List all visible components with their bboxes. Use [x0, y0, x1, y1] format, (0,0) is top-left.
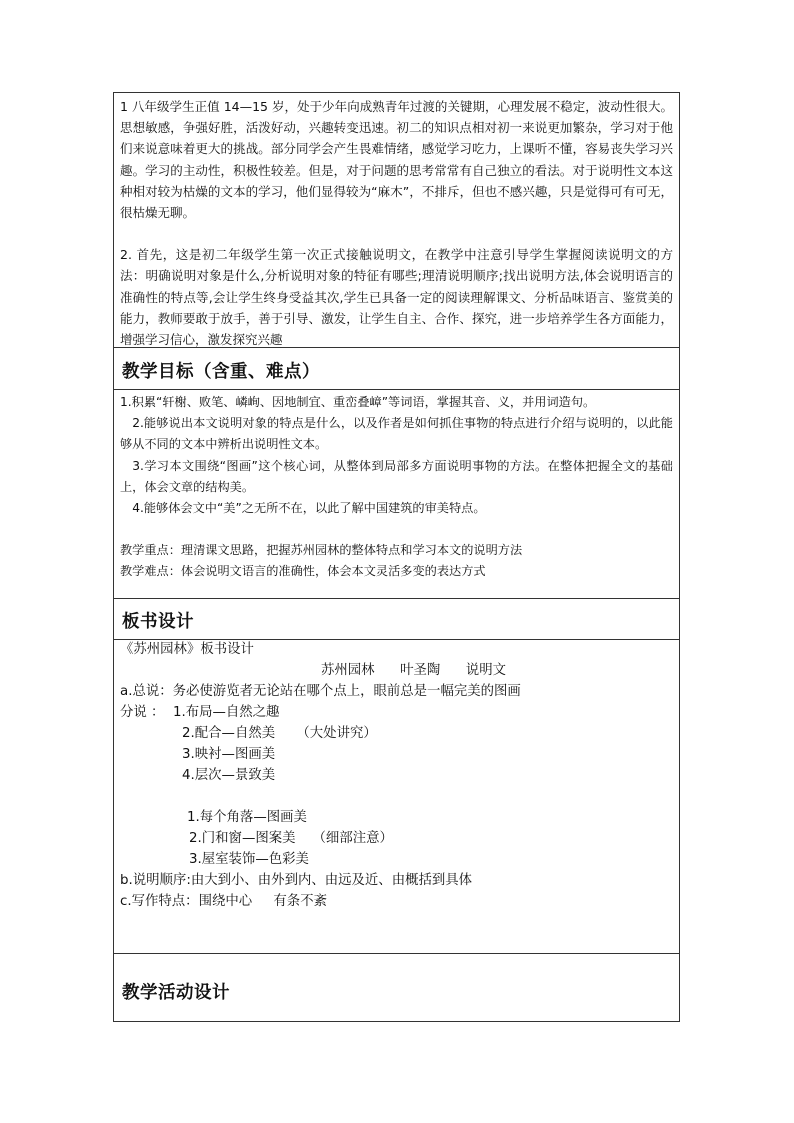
teaching-difficulty: 教学难点：体会说明文语言的准确性，体会本文灵活多变的表达方式 — [120, 564, 486, 579]
board-line: 2.配合—自然美 （大处讲究） — [182, 726, 377, 741]
board-line-b: b.说明顺序:由大到小、由外到内、由远及近、由概括到具体 — [120, 873, 473, 888]
objective-item: 2.能够说出本文说明对象的特点是什么，以及作者是如何抓住事物的特点进行介绍与说明的，以此能够从不同的文本中辨析出说明性文本。 — [120, 416, 673, 452]
activity-design-heading: 教学活动设计 — [122, 983, 230, 1003]
board-line: 3.屋室装饰—色彩美 — [189, 852, 309, 867]
board-line: 2.门和窗—图案美 （细部注意） — [189, 831, 393, 846]
board-line: 1.每个角落—图画美 — [187, 810, 307, 825]
objective-item: 3.学习本文围绕“图画”这个核心词，从整体到局部多方面说明事物的方法。在整体把握全文的基础上，体会文章的结构美。 — [120, 458, 673, 494]
objectives-cell — [120, 392, 673, 583]
board-line: 4.层次—景致美 — [182, 768, 276, 783]
board-subtitle: 苏州园林 叶圣陶 说明文 — [321, 663, 506, 678]
row-divider — [114, 347, 679, 348]
board-line-fen: 分说 ： 1.布局—自然之趣 — [120, 705, 280, 720]
row-divider — [114, 953, 679, 954]
student-analysis-paragraph-1: 1 八年级学生正值 14—15 岁，处于少年向成熟青年过渡的关键期，心理发展不稳定，波动性很大。思想敏感，争强好胜，活泼好动，兴趣转变迅速。初二的知识点相对初一来说更加繁杂，学习对于他们来说意味着更大的挑战。部分同学会产生畏难情绪，感觉学习吃力，上课听不懂，容易丧失学习兴趣。学习的主动性，积极性较差。但是，对于问题的思考常常有自己独立的看法。对于说明性文本这种相对较为枯燥的文本的学习，他们显得较为“麻木”，不排斥，但也不感兴趣，只是觉得可有可无，很枯燥无聊。 — [120, 99, 673, 221]
objective-item: 4.能够体会文中“美”之无所不在，以此了解中国建筑的审美特点。 — [132, 501, 486, 516]
board-design-heading: 板书设计 — [122, 612, 194, 632]
board-line: 3.映衬—图画美 — [182, 747, 276, 762]
student-analysis-paragraph-2: 2. 首先，这是初二年级学生第一次正式接触说明文，在教学中注意引导学生掌握阅读说明文的方法：明确说明对象是什么,分析说明对象的特征有哪些;理清说明顺序;找出说明方法,体会说明语言的准确性的特点等,会让学生终身受益其次,学生已具备一定的阅读理解课文、分析品味语言、鉴赏美的能力，教师要敢于放手，善于引导、激发，让学生自主、合作、探究，进一步培养学生各方面能力，增强学习信心，激发探究兴趣 — [120, 247, 673, 348]
board-line-a: a.总说：务必使游览者无论站在哪个点上，眼前总是一幅完美的图画 — [120, 684, 521, 699]
lesson-plan-table — [113, 92, 680, 1022]
board-line-c: c.写作特点：围绕中心 有条不紊 — [120, 894, 327, 909]
teaching-key-point: 教学重点：理清课文思路，把握苏州园林的整体特点和学习本文的说明方法 — [120, 543, 523, 558]
board-title: 《苏州园林》板书设计 — [120, 642, 254, 657]
row-divider — [114, 598, 679, 599]
objective-item: 1.积累“轩榭、败笔、嶙峋、因地制宜、重峦叠嶂”等词语，掌握其音、义，并用词造句。 — [120, 395, 596, 409]
objectives-heading: 教学目标（含重、难点） — [122, 362, 320, 382]
row-divider — [114, 389, 679, 390]
student-analysis-cell — [120, 96, 673, 350]
